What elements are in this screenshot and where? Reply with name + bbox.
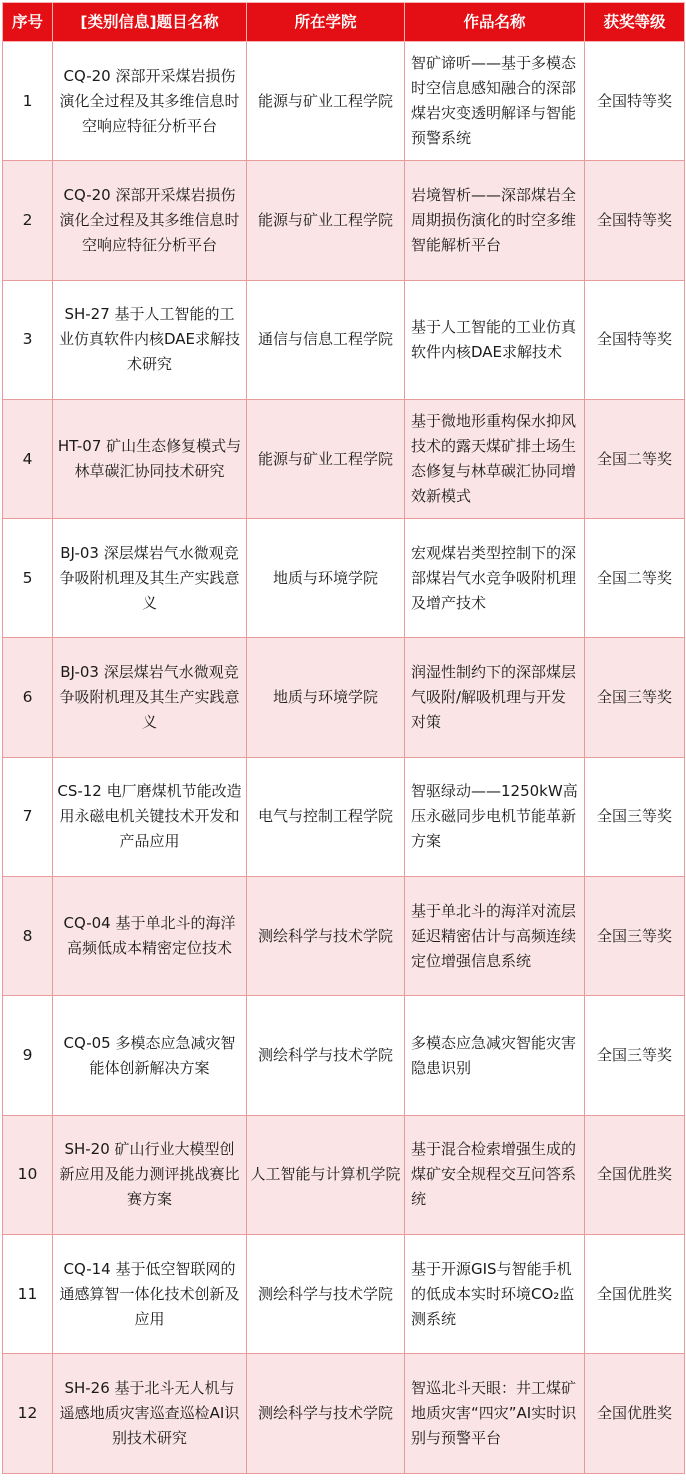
cell-college: 通信与信息工程学院 (247, 280, 405, 399)
cell-college: 测绘科学与技术学院 (247, 877, 405, 996)
cell-college: 测绘科学与技术学院 (247, 1354, 405, 1473)
cell-work: 多模态应急减灾智能灾害隐患识别 (405, 996, 585, 1115)
cell-topic: SH-20 矿山行业大模型创新应用及能力测评挑战赛比赛方案 (53, 1115, 247, 1234)
header-topic: [类别信息]题目名称 (53, 3, 247, 42)
cell-work: 润湿性制约下的深部煤层气吸附/解吸机理与开发对策 (405, 638, 585, 757)
table-row (3, 399, 685, 518)
cell-no: 6 (3, 638, 53, 757)
cell-no: 7 (3, 757, 53, 876)
cell-award: 全国特等奖 (585, 161, 685, 280)
cell-work: 宏观煤岩类型控制下的深部煤岩气水竞争吸附机理及增产技术 (405, 519, 585, 638)
cell-award: 全国优胜奖 (585, 1234, 685, 1353)
cell-work: 岩境智析——深部煤岩全周期损伤演化的时空多维智能解析平台 (405, 161, 585, 280)
table-row (3, 757, 685, 876)
cell-no: 3 (3, 280, 53, 399)
cell-award: 全国特等奖 (585, 280, 685, 399)
cell-topic: BJ-03 深层煤岩气水微观竞争吸附机理及其生产实践意义 (53, 638, 247, 757)
cell-topic: SH-26 基于北斗无人机与遥感地质灾害巡查巡检AI识别技术研究 (53, 1354, 247, 1473)
header-row (3, 3, 685, 42)
cell-no: 1 (3, 42, 53, 161)
table-header (3, 3, 685, 42)
cell-college: 测绘科学与技术学院 (247, 1234, 405, 1353)
table-row (3, 1354, 685, 1473)
cell-work: 基于混合检索增强生成的煤矿安全规程交互问答系统 (405, 1115, 585, 1234)
cell-topic: CS-12 电厂磨煤机节能改造用永磁电机关键技术开发和产品应用 (53, 757, 247, 876)
cell-topic: SH-27 基于人工智能的工业仿真软件内核DAE求解技术研究 (53, 280, 247, 399)
cell-topic: CQ-05 多模态应急减灾智能体创新解决方案 (53, 996, 247, 1115)
table-row (3, 42, 685, 161)
cell-award: 全国三等奖 (585, 996, 685, 1115)
cell-college: 人工智能与计算机学院 (247, 1115, 405, 1234)
cell-college: 能源与矿业工程学院 (247, 42, 405, 161)
cell-work: 基于单北斗的海洋对流层延迟精密估计与高频连续定位增强信息系统 (405, 877, 585, 996)
cell-work: 基于开源GIS与智能手机的低成本实时环境CO₂监测系统 (405, 1234, 585, 1353)
cell-work: 基于微地形重构保水抑风技术的露天煤矿排土场生态修复与林草碳汇协同增效新模式 (405, 399, 585, 518)
header-college: 所在学院 (247, 3, 405, 42)
cell-college: 测绘科学与技术学院 (247, 996, 405, 1115)
cell-topic: BJ-03 深层煤岩气水微观竞争吸附机理及其生产实践意义 (53, 519, 247, 638)
cell-no: 8 (3, 877, 53, 996)
table-row (3, 1234, 685, 1353)
table-row (3, 877, 685, 996)
cell-no: 10 (3, 1115, 53, 1234)
cell-no: 2 (3, 161, 53, 280)
cell-topic: CQ-20 深部开采煤岩损伤演化全过程及其多维信息时空响应特征分析平台 (53, 161, 247, 280)
cell-no: 11 (3, 1234, 53, 1353)
cell-topic: CQ-14 基于低空智联网的通感算智一体化技术创新及应用 (53, 1234, 247, 1353)
cell-award: 全国二等奖 (585, 399, 685, 518)
table-row (3, 280, 685, 399)
cell-no: 4 (3, 399, 53, 518)
header-award: 获奖等级 (585, 3, 685, 42)
table-row (3, 519, 685, 638)
cell-no: 12 (3, 1354, 53, 1473)
cell-award: 全国特等奖 (585, 42, 685, 161)
header-no: 序号 (3, 3, 53, 42)
cell-work: 智巡北斗天眼：井工煤矿地质灾害“四灾”AI实时识别与预警平台 (405, 1354, 585, 1473)
cell-award: 全国二等奖 (585, 519, 685, 638)
table-row (3, 996, 685, 1115)
cell-award: 全国优胜奖 (585, 1115, 685, 1234)
header-work: 作品名称 (405, 3, 585, 42)
cell-college: 地质与环境学院 (247, 638, 405, 757)
cell-award: 全国三等奖 (585, 757, 685, 876)
cell-topic: HT-07 矿山生态修复模式与林草碳汇协同技术研究 (53, 399, 247, 518)
cell-no: 5 (3, 519, 53, 638)
cell-work: 智驱绿动——1250kW高压永磁同步电机节能革新方案 (405, 757, 585, 876)
table-row (3, 161, 685, 280)
cell-college: 电气与控制工程学院 (247, 757, 405, 876)
cell-college: 能源与矿业工程学院 (247, 161, 405, 280)
cell-work: 智矿谛听——基于多模态时空信息感知融合的深部煤岩灾变透明解译与智能预警系统 (405, 42, 585, 161)
cell-topic: CQ-20 深部开采煤岩损伤演化全过程及其多维信息时空响应特征分析平台 (53, 42, 247, 161)
cell-award: 全国三等奖 (585, 638, 685, 757)
table-row (3, 638, 685, 757)
table-row (3, 1115, 685, 1234)
cell-college: 能源与矿业工程学院 (247, 399, 405, 518)
table-body (3, 42, 685, 1474)
award-table (2, 2, 685, 1474)
cell-college: 地质与环境学院 (247, 519, 405, 638)
cell-no: 9 (3, 996, 53, 1115)
cell-award: 全国三等奖 (585, 877, 685, 996)
cell-work: 基于人工智能的工业仿真软件内核DAE求解技术 (405, 280, 585, 399)
cell-award: 全国优胜奖 (585, 1354, 685, 1473)
cell-topic: CQ-04 基于单北斗的海洋高频低成本精密定位技术 (53, 877, 247, 996)
